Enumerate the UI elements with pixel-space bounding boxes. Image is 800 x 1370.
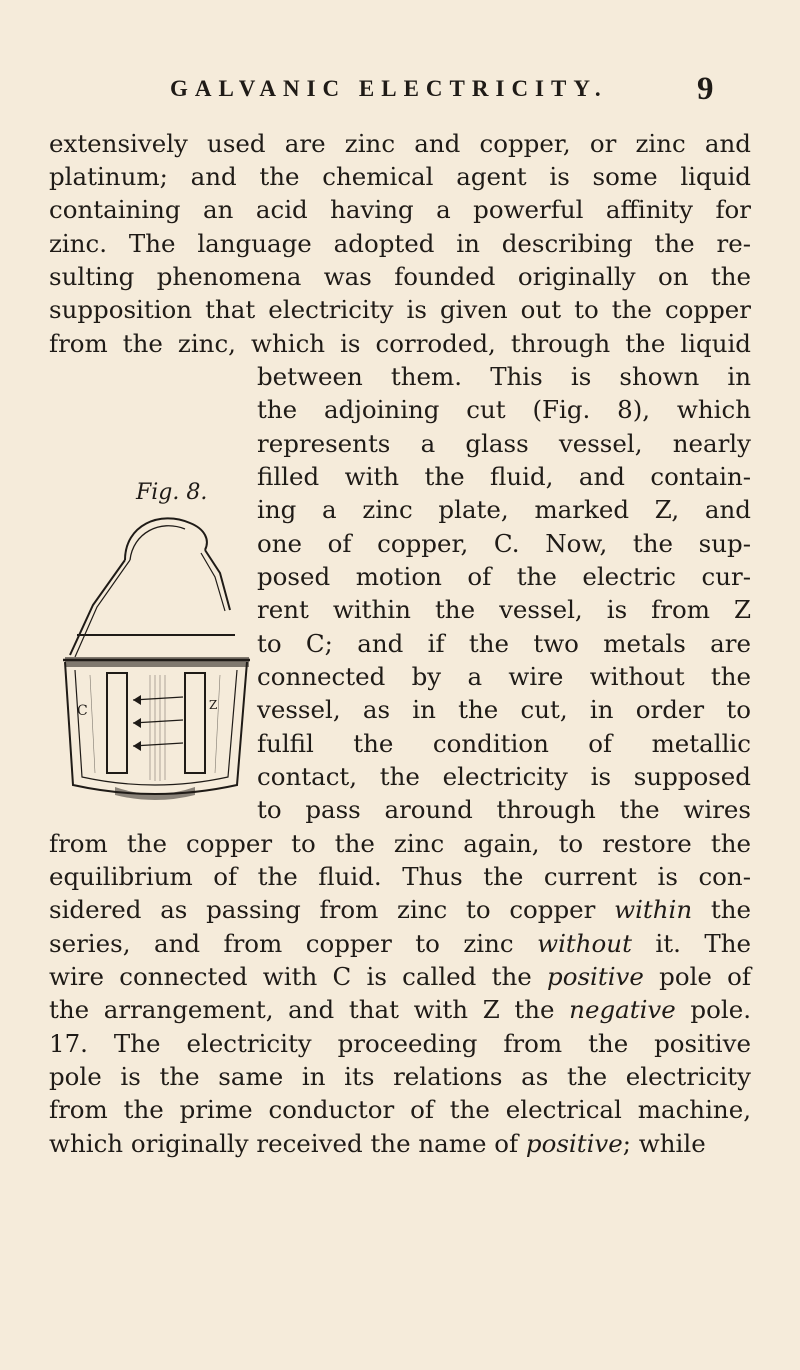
copper-plate [107,673,127,773]
arrow-head [133,741,141,751]
text-line: pole is the same in its relations as the electricity [49,1062,751,1091]
text-line: platinum; and the chemical agent is some liquid [49,162,751,191]
plate-label-c: C [77,703,88,719]
text-line: one of copper, C. Now, the sup- [257,529,751,558]
text-line: rent within the vessel, is from Z [257,595,751,624]
vessel-hatching [65,657,249,667]
plate-label-z: Z [209,698,218,712]
figure-label: Fig. 8. [136,480,208,505]
text-line: containing an acid having a powerful affinity for [49,195,751,224]
wire-loop [125,518,207,560]
glass-shading [90,675,220,781]
text-line: equilibrium of the fluid. Thus the current is con- [49,862,751,891]
text-line: 17. The electricity proceeding from the positive [49,1029,751,1058]
vessel-inner [75,670,237,785]
wire-loop-inner [130,526,185,560]
text-line: from the zinc, which is corroded, through the liquid [49,329,751,358]
text-line: filled with the fluid, and contain- [257,462,751,491]
voltaic-cell-illustration [55,505,255,805]
text-line: vessel, as in the cut, in order to [257,695,751,724]
text-line: from the prime conductor of the electrical machine, [49,1095,751,1124]
text-line: fulfil the condition of metallic [257,729,751,758]
text-line: series, and from copper to zinc without it. The [49,929,751,958]
wire-left [70,560,125,655]
text-line: zinc. The language adopted in describing the re- [49,229,751,258]
wire-right [205,550,230,610]
text-line: to pass around through the wires [257,795,751,824]
text-line: which originally received the name of positive; while [49,1129,706,1158]
text-line: ing a zinc plate, marked Z, and [257,495,751,524]
zinc-plate [185,673,205,773]
page-header [0,71,800,116]
page-number: 9 [697,71,714,107]
text-line: extensively used are zinc and copper, or zinc and [49,129,751,158]
running-title: GALVANIC ELECTRICITY. [170,76,608,101]
arrow-head [133,695,141,705]
text-line: contact, the electricity is supposed [257,762,751,791]
wire-left-inner [75,560,130,657]
text-line: the adjoining cut (Fig. 8), which [257,395,751,424]
text-line: between them. This is shown in [257,362,751,391]
text-line: wire connected with C is called the positive pole of [49,962,752,991]
text-line: sulting phenomena was founded originally on the [49,262,751,291]
text-line: represents a glass vessel, nearly [257,429,751,458]
text-line: the arrangement, and that with Z the negative pole. [49,995,751,1024]
text-line: connected by a wire without the [257,662,751,691]
text-line: from the copper to the zinc again, to restore the [49,829,751,858]
text-line: supposition that electricity is given out to the copper [49,295,751,324]
text-line: posed motion of the electric cur- [257,562,751,591]
arrow-head [133,718,141,728]
text-line: to C; and if the two metals are [257,629,751,658]
text-line: sidered as passing from zinc to copper within the [49,895,752,924]
